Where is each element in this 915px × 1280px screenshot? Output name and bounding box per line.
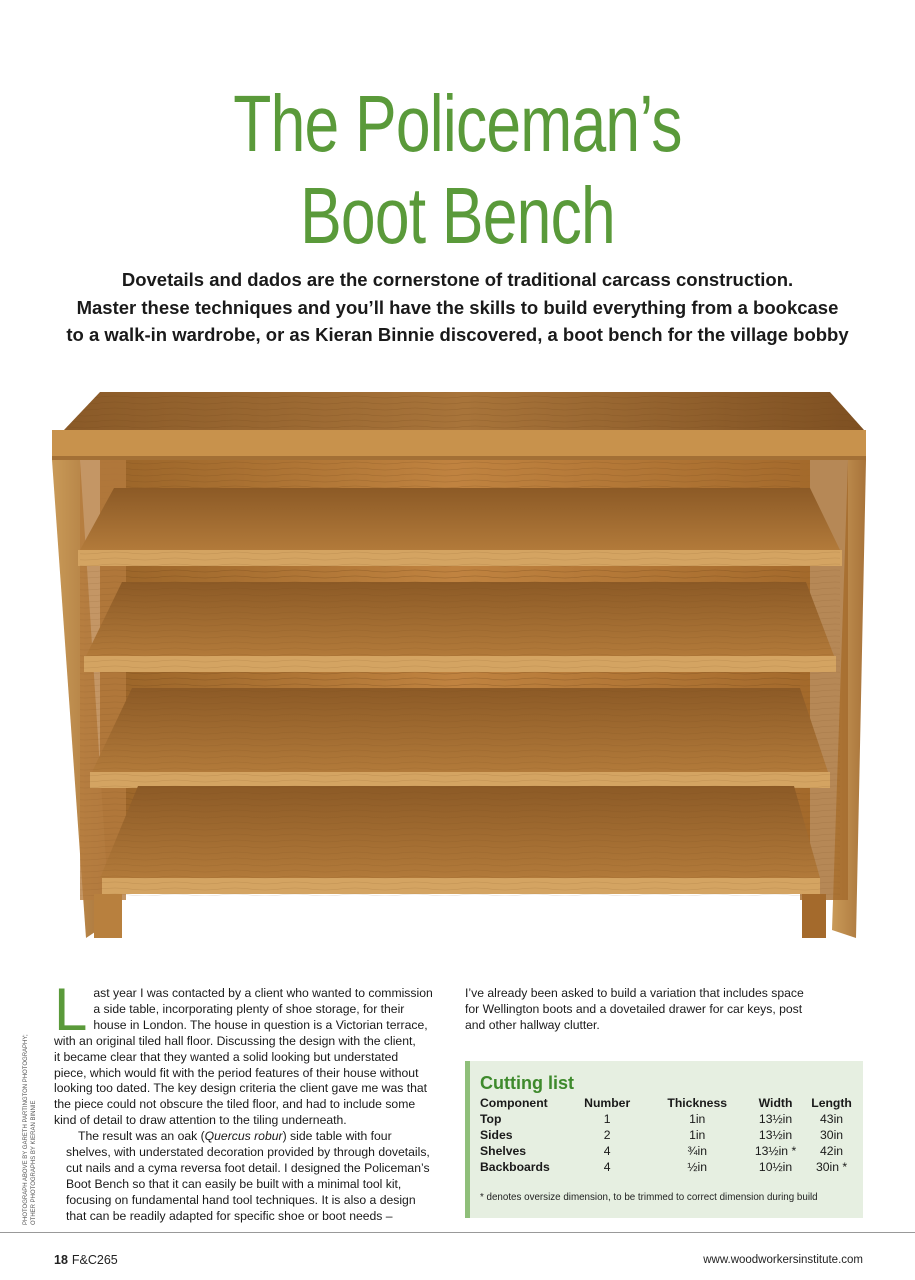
column-header: Length bbox=[811, 1096, 852, 1110]
text-line: piece, which would fit with the period features of their house without bbox=[54, 1065, 419, 1080]
page-number: 18 bbox=[54, 1253, 68, 1267]
text-line: Boot Bench so that it can easily be built with a minimal tool kit, bbox=[66, 1176, 402, 1191]
text-line: and other hallway clutter. bbox=[465, 1017, 600, 1032]
text-line: a side table, incorporating plenty of shoe storage, for their bbox=[93, 1001, 405, 1016]
text-run: The result was an oak ( bbox=[78, 1129, 205, 1144]
footer-folio bbox=[54, 1253, 118, 1267]
photo-credit-line-2: OTHER PHOTOGRAPHS BY KIERAN BINNIE bbox=[31, 1100, 37, 1225]
column-header: Thickness bbox=[667, 1096, 728, 1110]
table-cell: 1in bbox=[689, 1112, 706, 1126]
table-cell: 2 bbox=[603, 1128, 611, 1142]
text-line: house in London. The house in question is a Victorian terrace, bbox=[93, 1017, 428, 1032]
standfirst-line-3: to a walk-in wardrobe, or as Kieran Binnie discovered, a boot bench for the village bobby bbox=[66, 324, 849, 345]
table-header-row bbox=[480, 1095, 863, 1111]
paragraph-2 bbox=[54, 1129, 450, 1224]
table-row bbox=[480, 1127, 863, 1143]
paragraph-1 bbox=[54, 976, 450, 1129]
text-line: shelves, with understated decoration provided by through dovetails, bbox=[66, 1145, 430, 1160]
text-line: cut nails and a cyma reversa foot detail. I designed the Policeman’s bbox=[66, 1160, 430, 1175]
photo-credit bbox=[22, 1034, 46, 1225]
standfirst-line-2: Master these techniques and you’ll have the skills to build everything from a bookcase bbox=[76, 296, 839, 318]
table-cell: 13½in bbox=[758, 1128, 793, 1142]
cutting-list-box bbox=[465, 1061, 863, 1218]
table-cell: 13½in * bbox=[754, 1144, 797, 1158]
cutting-list-note: * denotes oversize dimension, to be trimmed to correct dimension during build bbox=[480, 1192, 818, 1203]
text-line: kind of detail to draw attention to the tiling underneath. bbox=[54, 1113, 347, 1128]
table-row bbox=[480, 1111, 863, 1127]
table-cell: ½in bbox=[687, 1160, 708, 1174]
text-line: I’ve already been asked to build a variation that includes space bbox=[465, 986, 804, 1000]
text-line: the piece could not obscure the tiled floor, and had to include some bbox=[54, 1097, 416, 1112]
text-line: looking too dated. The key design criteria the client gave me was that bbox=[54, 1081, 428, 1096]
table-cell: ¾in bbox=[687, 1144, 708, 1158]
table-cell: 13½in bbox=[758, 1112, 793, 1126]
text-line bbox=[54, 1129, 450, 1145]
table-row bbox=[480, 1159, 863, 1175]
photo-credit-line-1: PHOTOGRAPH ABOVE BY GARETH PARTINGTON PHOTOGRAPHY; bbox=[23, 1034, 29, 1225]
cutting-list-title: Cutting list bbox=[480, 1073, 574, 1093]
text-line: ast year I was contacted by a client who wanted to commission bbox=[93, 986, 433, 1000]
article-title-line-1: The Policeman’s bbox=[233, 79, 682, 168]
table-cell: 1 bbox=[603, 1112, 611, 1126]
column-header: Number bbox=[584, 1096, 631, 1110]
table-cell: 4 bbox=[603, 1160, 611, 1174]
text-run: ) side table with four bbox=[282, 1129, 392, 1144]
footer-divider bbox=[0, 1232, 915, 1233]
boot-bench-photo bbox=[40, 382, 880, 952]
table-cell: 10½in bbox=[758, 1160, 793, 1174]
text-line: for Wellington boots and a dovetailed drawer for car keys, post bbox=[465, 1001, 803, 1016]
table-cell: 4 bbox=[603, 1144, 611, 1158]
drop-cap: L bbox=[54, 976, 88, 1043]
standfirst-line-1: Dovetails and dados are the cornerstone of traditional carcass construction. bbox=[121, 269, 794, 290]
table-cell: 1in bbox=[689, 1128, 706, 1142]
footer-website: www.woodworkersinstitute.com bbox=[703, 1254, 863, 1266]
table-cell: 30in bbox=[820, 1128, 844, 1142]
text-line: that can be readily adapted for specific shoe or boot needs – bbox=[66, 1208, 393, 1223]
article-title-line-2: Boot Bench bbox=[300, 171, 615, 260]
latin-name: Quercus robur bbox=[204, 1129, 283, 1144]
article-title bbox=[101, 78, 815, 262]
table-cell: Top bbox=[480, 1112, 502, 1126]
table-cell: Backboards bbox=[480, 1160, 550, 1174]
table-cell: Shelves bbox=[480, 1144, 527, 1158]
table-cell: 42in bbox=[820, 1144, 844, 1158]
column-header: Width bbox=[758, 1096, 793, 1110]
table-row bbox=[480, 1143, 863, 1159]
text-line: with an original tiled hall floor. Discussing the design with the client, bbox=[54, 1033, 416, 1048]
table-cell: 30in * bbox=[815, 1160, 848, 1174]
text-line: focusing on fundamental hand tool techniques. It is also a design bbox=[66, 1192, 416, 1207]
table-cell: Sides bbox=[480, 1128, 513, 1142]
body-column-right bbox=[465, 986, 865, 1034]
issue-label: F&C265 bbox=[71, 1253, 118, 1267]
cutting-list-table bbox=[480, 1095, 863, 1175]
table-cell: 43in bbox=[820, 1112, 844, 1126]
standfirst bbox=[20, 266, 895, 349]
column-header: Component bbox=[480, 1096, 548, 1110]
text-line: it became clear that they wanted a solid looking but understated bbox=[54, 1049, 399, 1064]
body-column-left bbox=[54, 976, 450, 1225]
